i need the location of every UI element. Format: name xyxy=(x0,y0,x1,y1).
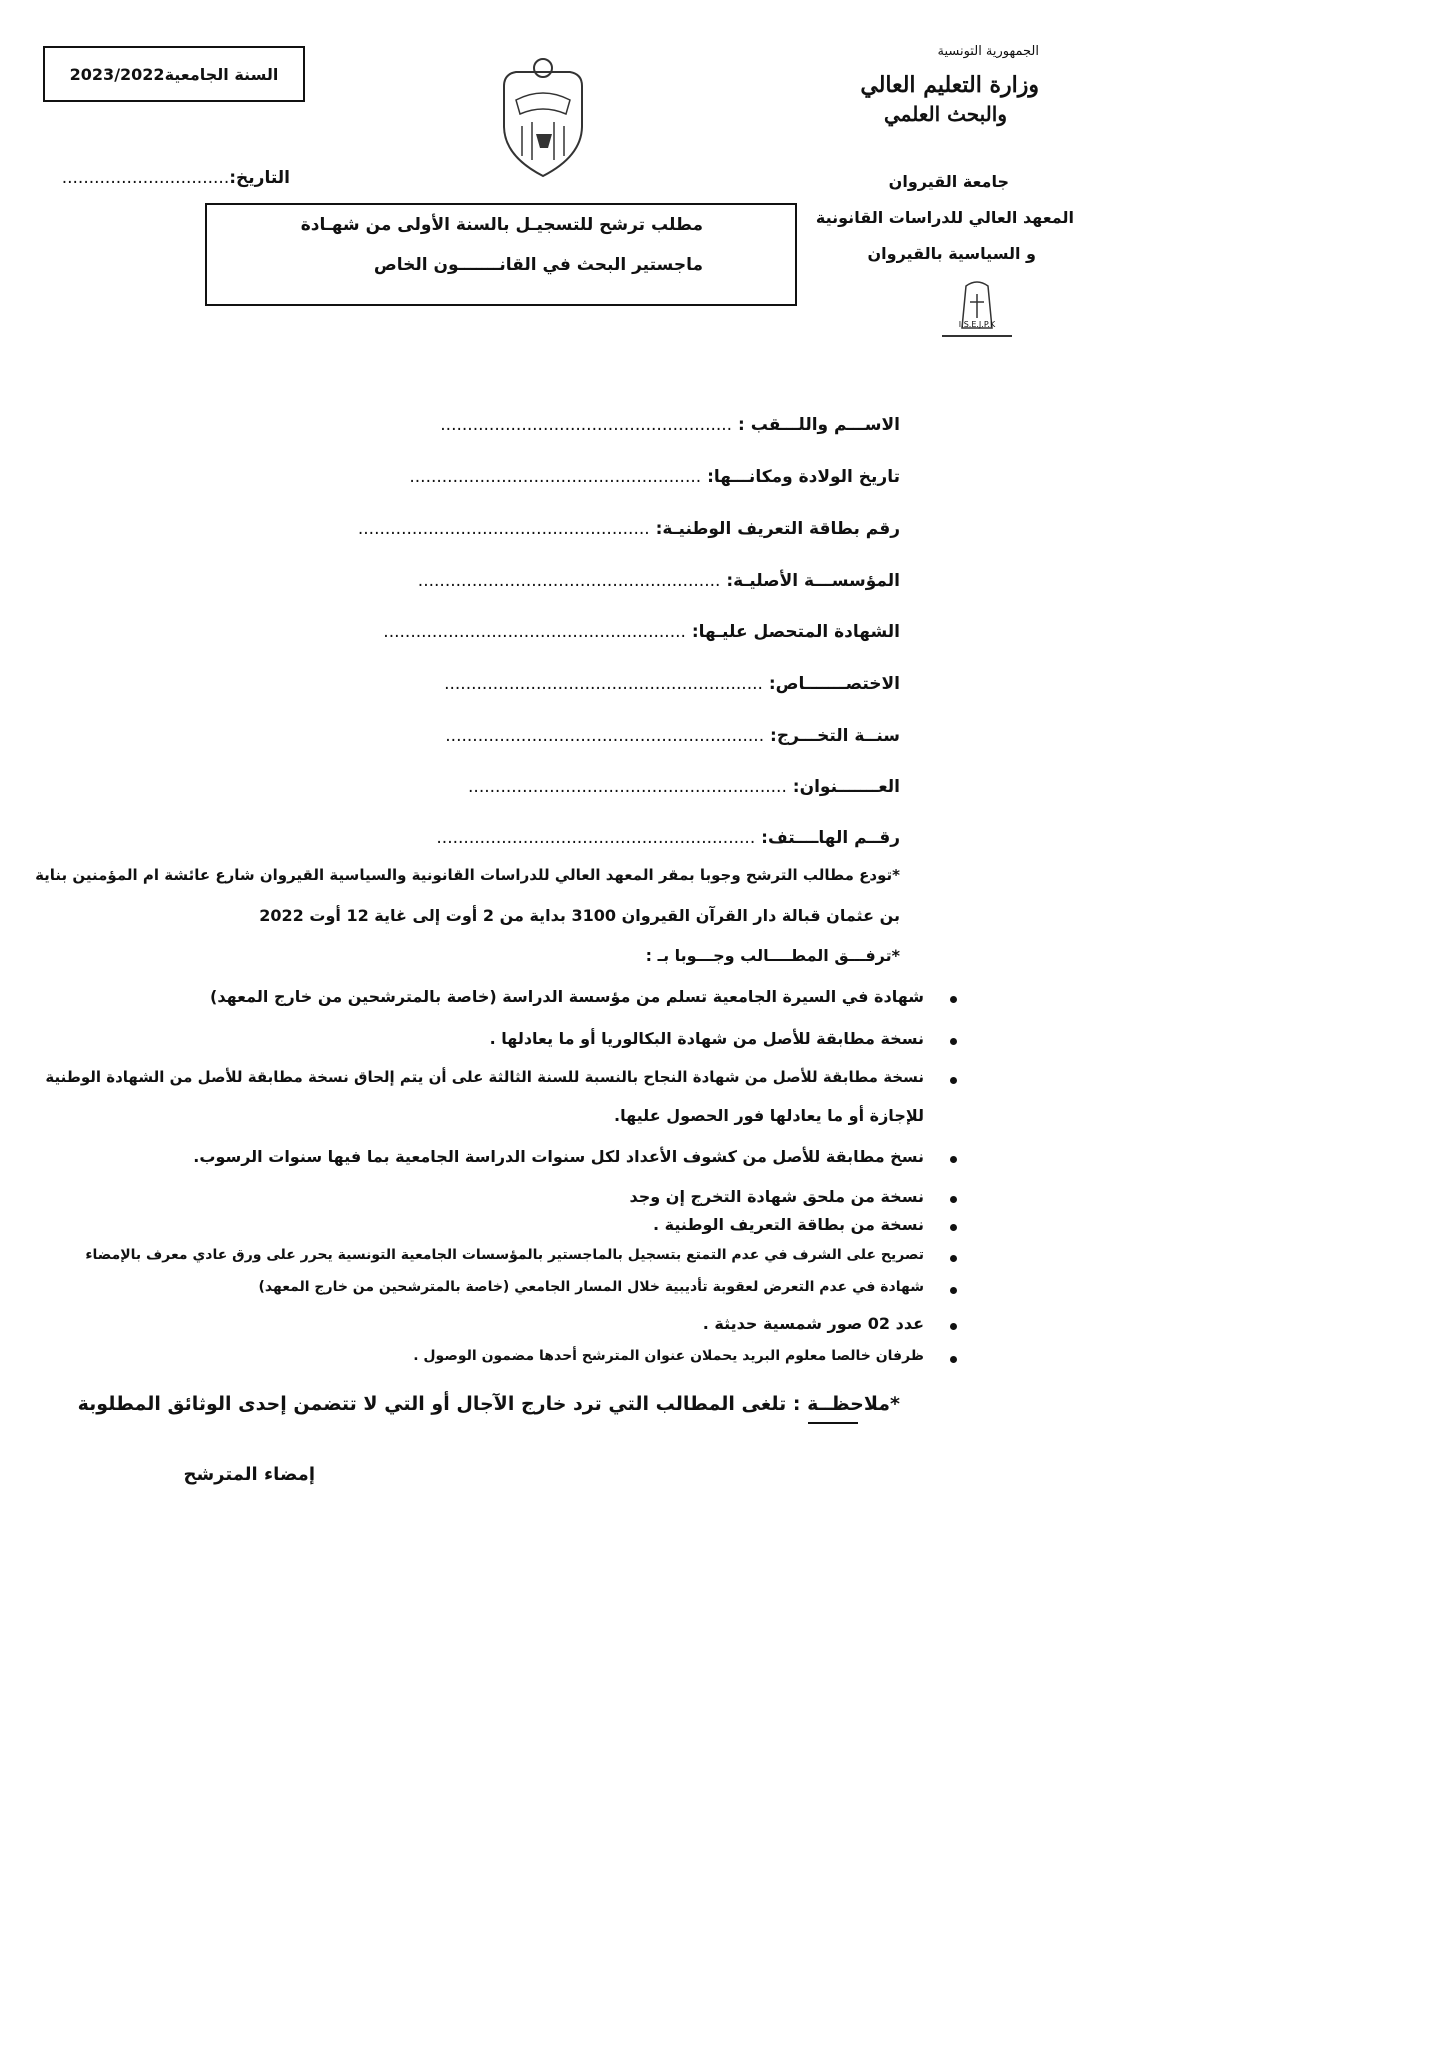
field-input[interactable]: ........................................................... xyxy=(468,777,787,797)
requirement-item: نسخة مطابقة للأصل من شهادة البكالوريا أو ما يعادلها . xyxy=(489,1029,924,1048)
ministry-line2: والبحث العلمي xyxy=(883,102,1007,126)
field-degree xyxy=(383,622,900,642)
field-input[interactable]: ........................................................ xyxy=(383,622,686,642)
requirement-item: نسخ مطابقة للأصل من كشوف الأعداد لكل سنوات الدراسة الجامعية بما فيها سنوات الرسوب. xyxy=(193,1147,924,1166)
institute-logo-icon xyxy=(940,276,1014,342)
requirement-item: نسخة مطابقة للأصل من شهادة النجاح بالنسبة للسنة الثالثة على أن يتم إلحاق نسخة مطابقة للأصل من الشهادة الوطنية xyxy=(45,1068,924,1086)
form-title-box xyxy=(205,203,797,306)
field-input[interactable]: ...................................................... xyxy=(357,519,650,539)
requirement-item: شهادة في عدم التعرض لعقوبة تأديبية خلال المسار الجامعي (خاصة بالمترشحين من خارج المعهد) xyxy=(258,1279,924,1295)
deposit-note-line2: بن عثمان قبالة دار القرآن القيروان 3100 بداية من 2 أوت إلى غاية 12 أوت 2022 xyxy=(259,906,900,925)
institute-name-line1: المعهد العالي للدراسات القانونية xyxy=(815,208,1074,227)
field-name xyxy=(440,415,900,435)
academic-year: السنة الجامعية2023/2022 xyxy=(69,64,279,84)
institute-name-line2: و السياسية بالقيروان xyxy=(867,244,1036,263)
deposit-note-line1: *تودع مطالب الترشح وجوبا بمقر المعهد العالي للدراسات القانونية والسياسية القيروان شارع عائشة ام المؤمنين بناية xyxy=(35,866,900,884)
ministry-line1: وزارة التعليم العالي xyxy=(860,72,1039,98)
requirement-item: شهادة في السيرة الجامعية تسلم من مؤسسة الدراسة (خاصة بالمترشحين من خارج المعهد) xyxy=(210,987,924,1006)
bullet-icon xyxy=(950,1224,957,1231)
requirement-item: ظرفان خالصا معلوم البريد يحملان عنوان المترشح أحدها مضمون الوصول . xyxy=(413,1348,924,1364)
field-input[interactable]: ...................................................... xyxy=(409,467,702,487)
final-note: *ملاحظــة : تلغى المطالب التي ترد خارج الآجال أو التي لا تتضمن إحدى الوثائق المطلوبة xyxy=(77,1393,900,1415)
field-label: العـــــــنوان: xyxy=(792,777,900,797)
university-name: جامعة القيروان xyxy=(888,172,1009,191)
republic-name: الجمهورية التونسية xyxy=(937,44,1039,59)
field-label: الشهادة المتحصل عليـها: xyxy=(691,622,900,642)
form-title-line2: ماجستير البحث في القانـــــــون الخاص xyxy=(373,255,703,275)
field-id-card xyxy=(358,519,900,539)
requirement-item: نسخة من ملحق شهادة التخرج إن وجد xyxy=(629,1187,924,1206)
final-note-underline xyxy=(808,1422,858,1424)
bullet-icon xyxy=(950,1077,957,1084)
field-label: رقــم الهاــــتف: xyxy=(761,828,900,848)
bullet-icon xyxy=(950,1038,957,1045)
field-label: المؤسســـة الأصليـة: xyxy=(726,571,900,591)
field-label: الاســـم واللـــقب : xyxy=(738,415,900,435)
bullet-icon xyxy=(950,1323,957,1330)
date-label: التاريخ: xyxy=(229,168,290,188)
field-graduation-year xyxy=(445,726,900,746)
date-row xyxy=(62,168,290,188)
field-input[interactable]: ...................................................... xyxy=(440,415,733,435)
requirement-item-continued: للإجازة أو ما يعادلها فور الحصول عليها. xyxy=(613,1106,924,1125)
institute-logo xyxy=(940,276,1014,342)
form-title-line1: مطلب ترشح للتسجيـل بالسنة الأولى من شهـادة xyxy=(300,215,703,235)
institute-logo-text: I.S.E.J.P.K xyxy=(958,320,996,329)
field-input[interactable]: ........................................................... xyxy=(444,674,763,694)
bullet-icon xyxy=(950,1196,957,1203)
field-specialty xyxy=(444,674,900,694)
field-label: تاريخ الولادة ومكانـــها: xyxy=(707,467,900,487)
requirement-item: تصريح على الشرف في عدم التمتع بتسجيل بالماجستير بالمؤسسات الجامعية التونسية يحرر على ورق عادي معرف بالإمضاء xyxy=(85,1247,924,1263)
academic-year-box xyxy=(43,46,305,102)
date-dots[interactable]: ............................... xyxy=(61,168,230,188)
field-phone xyxy=(436,828,900,848)
field-input[interactable]: ........................................................... xyxy=(445,726,765,746)
bullet-icon xyxy=(950,1255,957,1262)
bullet-icon xyxy=(950,1156,957,1163)
requirement-item: نسخة من بطاقة التعريف الوطنية . xyxy=(653,1215,924,1234)
bullet-icon xyxy=(950,1287,957,1294)
requirement-item: عدد 02 صور شمسية حديثة . xyxy=(702,1314,924,1333)
bullet-icon xyxy=(950,1356,957,1363)
field-label: الاختصـــــــاص: xyxy=(768,674,900,694)
field-address xyxy=(468,777,900,797)
field-label: سنــة التخـــرج: xyxy=(770,726,900,746)
requirements-title: *ترفـــق المطــــالب وجـــوبا بـ : xyxy=(645,946,900,965)
field-birth xyxy=(409,467,900,487)
bullet-icon xyxy=(950,996,957,1003)
field-input[interactable]: ........................................................... xyxy=(436,828,756,848)
field-label: رقم بطاقة التعريف الوطنيـة: xyxy=(655,519,900,539)
signature-label: إمضاء المترشح xyxy=(183,1464,315,1485)
coat-of-arms-emblem xyxy=(496,56,590,180)
field-institution xyxy=(418,571,900,591)
field-input[interactable]: ........................................................ xyxy=(417,571,721,591)
